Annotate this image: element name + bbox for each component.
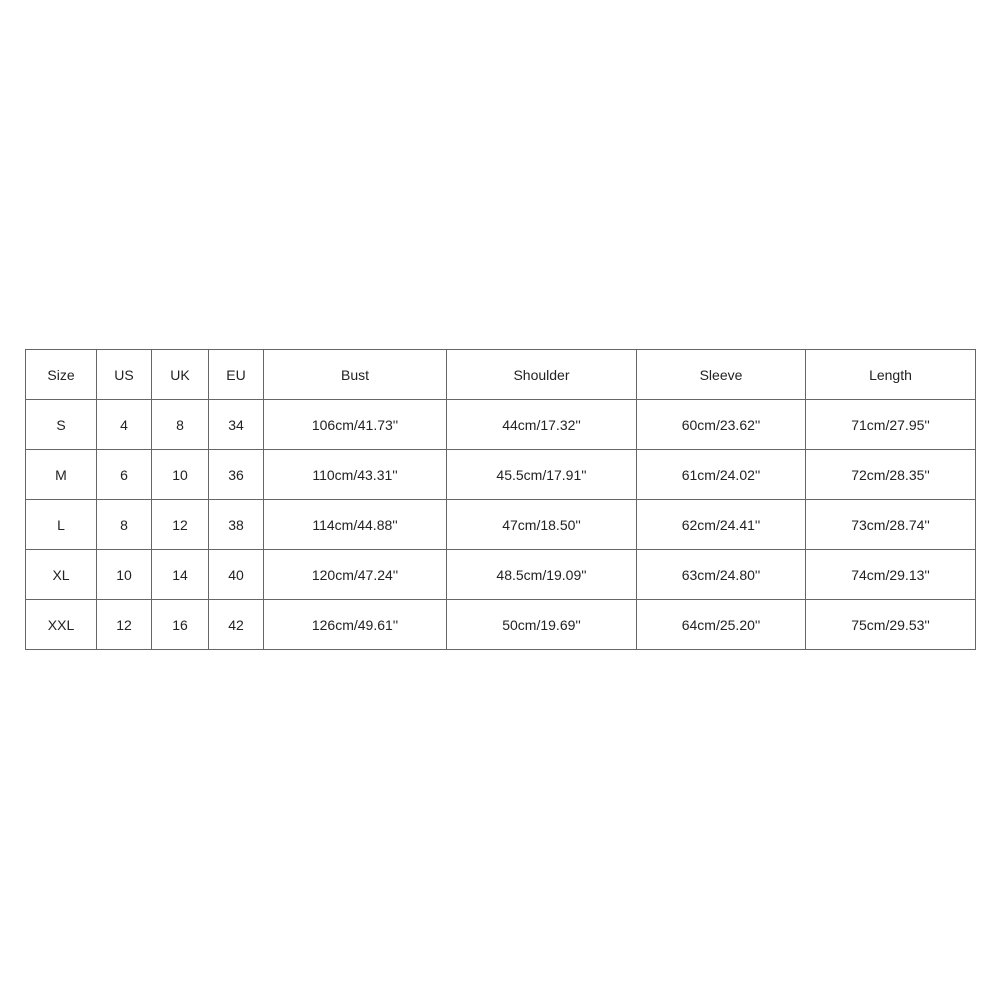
table-row bbox=[26, 600, 976, 650]
header-row bbox=[26, 350, 976, 400]
cell-size: L bbox=[26, 500, 97, 550]
cell-us: 4 bbox=[97, 400, 152, 450]
header-bust: Bust bbox=[264, 350, 447, 400]
header-uk: UK bbox=[152, 350, 209, 400]
cell-size: M bbox=[26, 450, 97, 500]
cell-bust: 114cm/44.88'' bbox=[264, 500, 447, 550]
cell-shoulder: 47cm/18.50'' bbox=[447, 500, 637, 550]
cell-uk: 8 bbox=[152, 400, 209, 450]
table-row bbox=[26, 500, 976, 550]
cell-sleeve: 64cm/25.20'' bbox=[637, 600, 806, 650]
cell-shoulder: 50cm/19.69'' bbox=[447, 600, 637, 650]
cell-us: 12 bbox=[97, 600, 152, 650]
cell-bust: 126cm/49.61'' bbox=[264, 600, 447, 650]
cell-us: 10 bbox=[97, 550, 152, 600]
cell-uk: 14 bbox=[152, 550, 209, 600]
header-eu: EU bbox=[209, 350, 264, 400]
cell-size: XXL bbox=[26, 600, 97, 650]
cell-shoulder: 45.5cm/17.91'' bbox=[447, 450, 637, 500]
cell-uk: 12 bbox=[152, 500, 209, 550]
cell-us: 8 bbox=[97, 500, 152, 550]
header-shoulder: Shoulder bbox=[447, 350, 637, 400]
cell-bust: 106cm/41.73'' bbox=[264, 400, 447, 450]
cell-uk: 16 bbox=[152, 600, 209, 650]
header-sleeve: Sleeve bbox=[637, 350, 806, 400]
cell-size: S bbox=[26, 400, 97, 450]
cell-sleeve: 62cm/24.41'' bbox=[637, 500, 806, 550]
table-row bbox=[26, 400, 976, 450]
cell-uk: 10 bbox=[152, 450, 209, 500]
cell-size: XL bbox=[26, 550, 97, 600]
header-us: US bbox=[97, 350, 152, 400]
cell-us: 6 bbox=[97, 450, 152, 500]
cell-eu: 42 bbox=[209, 600, 264, 650]
cell-bust: 110cm/43.31'' bbox=[264, 450, 447, 500]
table-row bbox=[26, 550, 976, 600]
cell-eu: 40 bbox=[209, 550, 264, 600]
cell-length: 74cm/29.13'' bbox=[806, 550, 976, 600]
cell-eu: 36 bbox=[209, 450, 264, 500]
cell-length: 73cm/28.74'' bbox=[806, 500, 976, 550]
cell-length: 75cm/29.53'' bbox=[806, 600, 976, 650]
cell-sleeve: 61cm/24.02'' bbox=[637, 450, 806, 500]
size-chart-table bbox=[25, 349, 976, 650]
cell-length: 72cm/28.35'' bbox=[806, 450, 976, 500]
header-length: Length bbox=[806, 350, 976, 400]
cell-sleeve: 60cm/23.62'' bbox=[637, 400, 806, 450]
cell-bust: 120cm/47.24'' bbox=[264, 550, 447, 600]
cell-shoulder: 48.5cm/19.09'' bbox=[447, 550, 637, 600]
header-size: Size bbox=[26, 350, 97, 400]
cell-sleeve: 63cm/24.80'' bbox=[637, 550, 806, 600]
cell-eu: 34 bbox=[209, 400, 264, 450]
table-row bbox=[26, 450, 976, 500]
cell-eu: 38 bbox=[209, 500, 264, 550]
cell-length: 71cm/27.95'' bbox=[806, 400, 976, 450]
cell-shoulder: 44cm/17.32'' bbox=[447, 400, 637, 450]
